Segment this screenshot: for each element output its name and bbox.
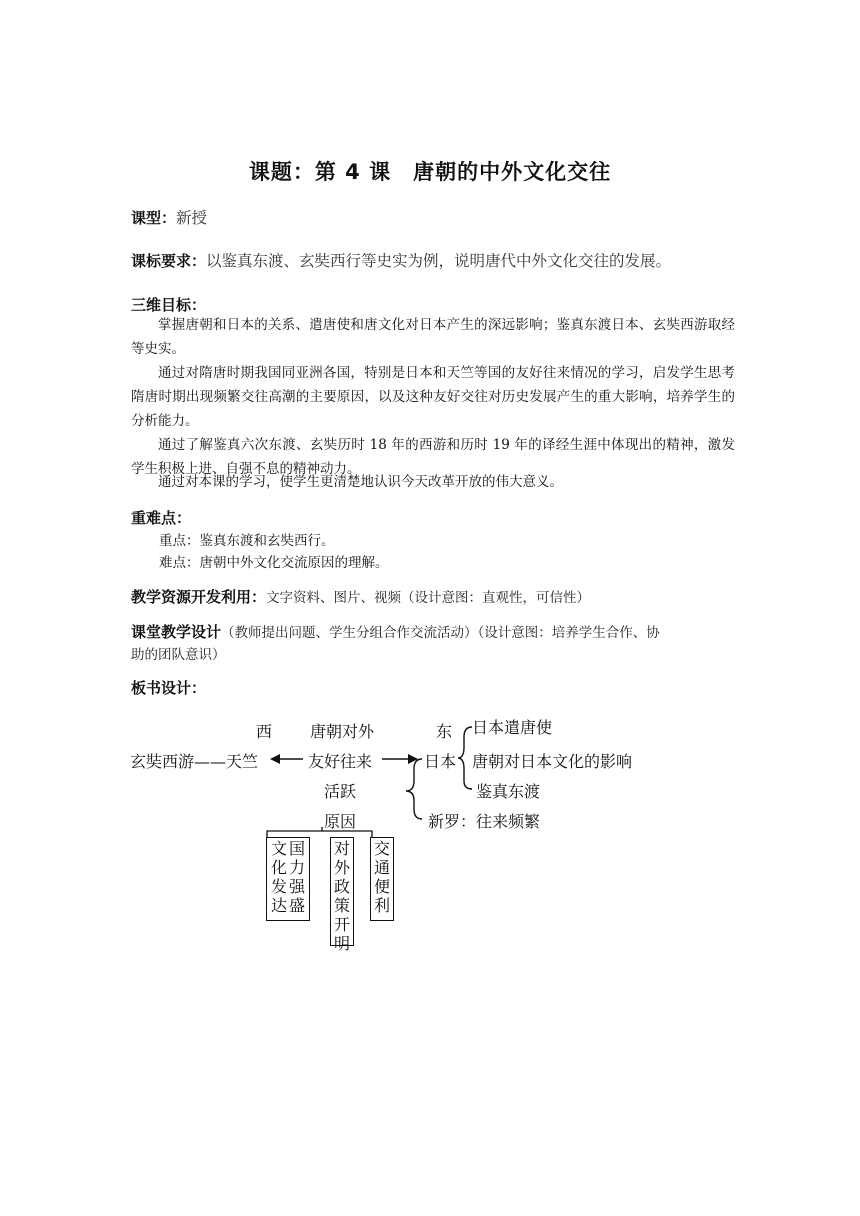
key-points-label: 重难点： [131,509,192,527]
standard-label: 课标要求： [131,252,207,270]
key-point: 重点：鉴真东渡和玄奘西行。 [159,533,335,549]
classroom-label: 课堂教学设计 [131,623,222,641]
classroom-value: （教师提出问题、学生分组合作交流活动）（设计意图：培养学生合作、协 [221,625,660,641]
board-friendly: 友好往来 [308,752,373,771]
board-active: 活跃 [324,782,357,801]
reason-power: 国力强盛 [289,839,306,915]
board-tang-top: 唐朝对外 [310,722,375,741]
board-japan-item: 日本遣唐使 [472,718,553,737]
page-title: 课题：第 4 课 唐朝的中外文化交往 [248,160,612,184]
reason-box-culture-power [266,837,310,921]
lesson-type-value: 新授 [176,209,208,227]
board-japan-item: 鉴真东渡 [476,782,541,801]
objective-paragraph: 掌握唐朝和日本的关系、遣唐使和唐文化对日本产生的深远影响；鉴真东渡日本、玄奘西游取经等史实。 [131,317,735,357]
resources [131,586,590,607]
board-design-label: 板书设计： [131,679,207,697]
lesson-type-label: 课型： [131,209,177,227]
resources-value: 文字资料、图片、视频（设计意图：直观性，可信性） [266,590,591,606]
standard-value: 以鉴真东渡、玄奘西行等史实为例，说明唐代中外文化交往的发展。 [206,252,672,270]
classroom-design [131,621,660,642]
objective-paragraph: 通过对本课的学习，使学生更清楚地认识今天改革开放的伟大意义。 [158,474,563,490]
board-xuanzang: 玄奘西游——天竺 [130,752,259,771]
resources-label: 教学资源开发利用： [131,588,267,606]
board-diagram [120,705,680,960]
classroom-value-continued: 助的团队意识） [131,647,226,663]
board-japan-item: 唐朝对日本文化的影响 [472,752,633,771]
reason-transport: 交通便利 [370,837,394,921]
objectives-label: 三维目标： [131,296,207,314]
board-japan: 日本 [424,752,457,771]
objective-paragraph: 通过对隋唐时期我国同亚洲各国，特别是日本和天竺等国的友好往来情况的学习，启发学生思考隋唐时期出现频繁交往高潮的主要原因，以及这种友好交往对历史发展产生的重大影响，培养学生的分析能力。 [131,365,735,429]
objective-paragraph: 通过了解鉴真六次东渡、玄奘历时 18 年的西游和历时 19 年的译经生涯中体现出的精神，激发学生积极上进、自强不息的精神动力。 [131,437,735,477]
curriculum-standard [131,249,671,271]
board-reason: 原因 [324,812,357,831]
board-east: 东 [436,722,453,741]
reason-open-policy: 对外政策开明 [330,837,354,946]
lesson-type [131,206,207,228]
board-west: 西 [256,722,273,741]
board-diagram-lines [120,705,680,960]
reason-culture: 文化发达 [271,839,288,915]
board-silla: 新罗：往来频繁 [428,812,541,831]
difficult-point: 难点：唐朝中外文化交流原因的理解。 [159,555,389,571]
